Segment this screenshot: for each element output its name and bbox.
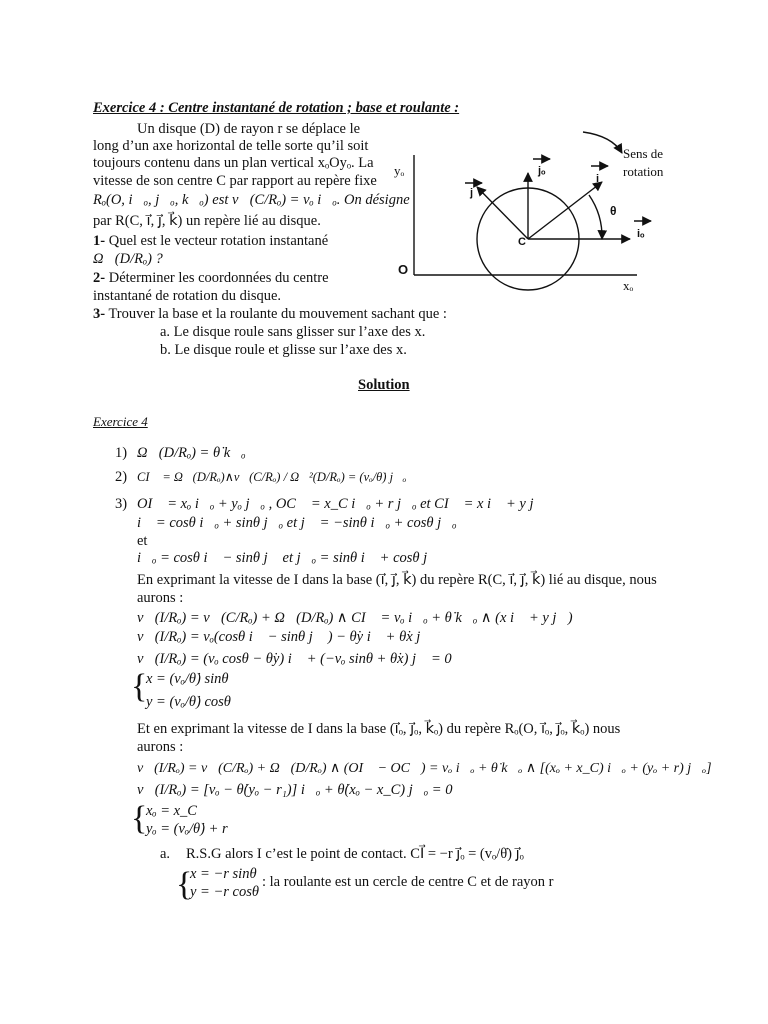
question-2-continued: instantané de rotation du disque. xyxy=(93,288,282,304)
origin-label: O xyxy=(398,262,409,277)
exercise-4-heading: Exercice 4 xyxy=(93,414,148,429)
paragraph-2-line-2: aurons : xyxy=(137,739,184,755)
statement-line-1: Un disque (D) de rayon r se déplace le xyxy=(137,121,361,137)
system-brace-2: { xyxy=(131,800,148,837)
disk-figure xyxy=(380,115,680,300)
question-1-vector: Ω⃗(D/Rₒ) ? xyxy=(93,251,163,267)
paragraph-1-line-1: En exprimant la vitesse de I dans la base (i⃗, j⃗, k⃗) du repère R(C, i⃗, j⃗, k⃗) lié au disque, nous xyxy=(137,572,657,588)
x-solution-1: x = (vₒ/θ̇) sinθ xyxy=(146,671,229,687)
center-label: C xyxy=(518,236,526,248)
question-3 xyxy=(93,306,447,323)
question-1 xyxy=(93,233,328,250)
base-rotation-1: i⃗ = cosθ i⃗ₒ + sinθ j⃗ₒ et j⃗ = −sinθ i⃗ₒ + cosθ j⃗ₒ xyxy=(137,515,457,531)
sens-label-1: Sens de xyxy=(623,146,664,161)
jo-vector-label: jₒ xyxy=(538,165,546,177)
i-vector xyxy=(528,182,602,239)
system-brace-3: { xyxy=(176,866,193,903)
step-2-number: 2) xyxy=(115,469,128,485)
question-2-number: 2- xyxy=(93,270,106,286)
paragraph-2-line-1: Et en exprimant la vitesse de I dans la base (i⃗ₒ, j⃗ₒ, k⃗ₒ) du repère Rₒ(O, i⃗ₒ, j⃗ₒ, k⃗ₒ) nous xyxy=(137,721,621,737)
statement-line-6: par R(C, i⃗, j⃗, k⃗) un repère lié au disque. xyxy=(93,213,321,229)
system-brace-1: { xyxy=(131,668,148,705)
omega-equation: Ω⃗(D/Rₒ) = θ̇ k⃗ₒ xyxy=(137,445,246,461)
y-solution-1: y = (vₒ/θ̇) cosθ xyxy=(146,694,231,710)
i-vector-label: i xyxy=(596,173,600,185)
roulante-description: : la roulante est un cercle de centre C et de rayon r xyxy=(262,874,554,890)
question-3-b: b. Le disque roule et glisse sur l’axe des x. xyxy=(160,342,407,358)
xo-label: xₒ xyxy=(623,278,634,293)
y-roulante: y = −r cosθ xyxy=(190,884,259,900)
ci-equation: CI⃗ = Ω⃗(D/Rₒ)∧v⃗(C/Rₒ) / Ω⃗²(D/Rₒ) = (vₒ/θ̇) j⃗ₒ xyxy=(137,470,407,484)
and-text: et xyxy=(137,533,148,549)
velocity-equation-5: v⃗(I/Rₒ) = [vₒ − θ̇(yₒ − r₁)] i⃗ₒ + θ̇(xₒ − x_C) j⃗ₒ = 0 xyxy=(137,782,453,798)
velocity-equation-4: v⃗(I/Rₒ) = v⃗(C/Rₒ) + Ω⃗(D/Rₒ) ∧ (OI⃗ − OC⃗) = vₒ i⃗ₒ + θ̇ k⃗ₒ ∧ [(xₒ + x_C) i⃗ₒ + (yₒ + r) j⃗ₒ] xyxy=(137,761,712,776)
case-a-text: R.S.G alors I c’est le point de contact. CI⃗ = −r j⃗ₒ = (vₒ/θ̇) j⃗ₒ xyxy=(186,846,524,862)
velocity-equation-2: v⃗(I/Rₒ) = vₒ(cosθ i⃗ − sinθ j⃗ ) − θ̇y i⃗ + θ̇x j⃗ xyxy=(137,629,432,645)
question-3-text: Trouver la base et la roulante du mouvement sachant que : xyxy=(105,306,447,322)
theta-label: θ xyxy=(610,204,617,218)
velocity-equation-3: v⃗(I/Rₒ) = (vₒ cosθ − θ̇y) i⃗ + (−vₒ sinθ + θ̇x) j⃗ = 0 xyxy=(137,651,452,667)
step-1-number: 1) xyxy=(115,445,128,461)
xo-solution: xₒ = x_C xyxy=(146,803,197,819)
io-vector-label: iₒ xyxy=(637,228,645,240)
question-2-text: Déterminer les coordonnées du centre xyxy=(105,270,329,286)
j-vector-label: j xyxy=(470,187,474,199)
yo-label: yₒ xyxy=(394,163,405,178)
solution-heading: Solution xyxy=(358,377,410,393)
question-2 xyxy=(93,270,329,287)
statement-line-2: long d’un axe horizontal de telle sorte qu’il soit xyxy=(93,138,369,154)
sens-label-2: rotation xyxy=(623,164,664,179)
question-1-number: 1- xyxy=(93,233,106,249)
paragraph-1-line-2: aurons : xyxy=(137,590,184,606)
exercise-title: Exercice 4 : Centre instantané de rotation ; base et roulante : xyxy=(93,100,460,116)
base-rotation-2: i⃗ₒ = cosθ i⃗ − sinθ j⃗ et j⃗ₒ = sinθ i⃗ + cosθ j⃗ xyxy=(137,550,439,566)
theta-arc xyxy=(589,195,602,239)
question-1-text: Quel est le vecteur rotation instantané xyxy=(105,233,329,249)
statement-line-5: Rₒ(O, i⃗ₒ, j⃗ₒ, k⃗ₒ) est v⃗(C/Rₒ) = vₒ i⃗ₒ. On désigne xyxy=(93,192,410,208)
question-3-a: a. Le disque roule sans glisser sur l’axe des x. xyxy=(160,324,426,340)
x-roulante: x = −r sinθ xyxy=(190,866,257,882)
case-a-label: a. xyxy=(160,846,171,862)
position-vectors: OI⃗ = xₒ i⃗ₒ + yₒ j⃗ₒ , OC⃗ = x_C i⃗ₒ + r j⃗ₒ et CI⃗ = x i⃗ + y j⃗ xyxy=(137,496,545,512)
step-3-number: 3) xyxy=(115,496,128,512)
question-3-number: 3- xyxy=(93,306,106,322)
statement-line-3: toujours contenu dans un plan vertical xₒOyₒ. La xyxy=(93,155,374,171)
yo-solution: yₒ = (vₒ/θ̇) + r xyxy=(146,821,228,837)
statement-line-4: vitesse de son centre C par rapport au repère fixe xyxy=(93,173,377,189)
rotation-arrow xyxy=(583,132,622,153)
velocity-equation-1: v⃗(I/Rₒ) = v⃗(C/Rₒ) + Ω⃗(D/Rₒ) ∧ CI⃗ = vₒ i⃗ₒ + θ̇ k⃗ₒ ∧ (x i⃗ + y j⃗) xyxy=(137,610,573,626)
